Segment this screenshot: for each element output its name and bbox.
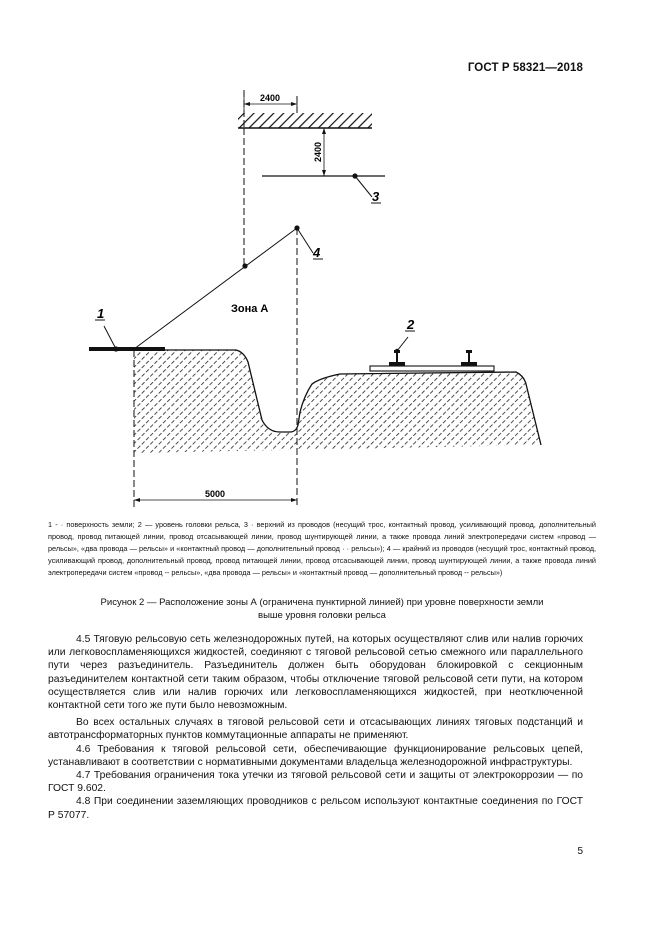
dimension-top (244, 93, 297, 113)
body-text (48, 633, 583, 822)
label-3: 3 (372, 189, 380, 204)
paragraph-4-6: 4.6 Требования к тяговой рельсовой сети, обеспечивающие функционирование рельсовых цепей, устанавливают в соответствии с нормативными документами владельца железнодорожной инфраструктуры. (48, 743, 583, 768)
dimension-vertical-label: 2400 (313, 141, 323, 163)
figure-caption-line-2: выше уровня головки рельса (258, 610, 386, 621)
paragraph-4-7: 4.7 Требования ограничения тока утечки из тяговой рельсовой сети и защиты от электрокоррозии — по ГОСТ 9.602. (48, 770, 583, 795)
paragraph-4-5: 4.5 Тяговую рельсовую сеть железнодорожных путей, на которых осуществляют слив или налив горючих или легковоспламеняющихся жидкостей, соединяют с тяговой рельсовой сетью смежного или параллельного пути через разъединитель. Разъединитель должен быть оборудован блокировкой с секционным разъединителем контактной сети таким образом, чтобы отключение тяговой рельсовой сети пути, на котором осуществляется слив или налив горючих или легковоспламеняющихся жидкостей, при неотключенной контактной сети того же пути было невозможным. (48, 634, 583, 712)
railway-track (370, 317, 494, 371)
zone-a-label: Зона А (231, 303, 269, 315)
rail-right (461, 350, 477, 366)
label-4: 4 (313, 245, 321, 260)
upper-wire-line (262, 173, 385, 204)
label-1: 1 (97, 306, 105, 321)
paragraph-4-8: 4.8 При соединении заземляющих проводников с рельсом используют контактные соединения по ГОСТ Р 57077. (48, 796, 583, 821)
zone-a-slope-line (134, 225, 323, 349)
dimension-bottom-label: 5000 (204, 489, 226, 499)
dimension-top-label: 2400 (259, 93, 281, 103)
figure-caption (48, 596, 596, 622)
dimension-vertical (313, 128, 342, 176)
document-header: ГОСТ Р 58321—2018 (467, 62, 583, 74)
figure-legend-text: 1 - · поверхность земли; 2 — уровень головки рельса, 3 · верхний из проводов (несущий трос, контактный провод, усиливающий провод, дополнительный провод, провод питающей линии, провод отсасывающей линии, провод шунтирующей линии, а также провода линий электропередачи систем «провод — рельсы», «два провода — рельсы» и «контактный провод — дополнительный провод · · рельсы»); 4 — крайний из проводов (несущий трос, контактный провод, усиливающий провод, дополнительный провод, провод питающей линии, провод отсасывающей линии, провод шунтирующей линии, а также провода линий электропередачи систем «провод -- рельсы», «два провода — рельсы» и «контактный провод — дополнительный провод -- рельсы») (48, 520, 596, 577)
label-2: 2 (407, 317, 415, 332)
paragraph-other-cases: Во всех остальных случаях в тяговой рельсовой сети и отсасывающих линиях тяговых подстанций и автотрансформаторных пунктов коммутационные аппараты не применяют. (48, 717, 583, 742)
page-number: 5 (577, 846, 583, 857)
figure-legend (48, 519, 596, 579)
ground-surface-marker (89, 306, 165, 352)
ceiling-structure (238, 113, 372, 128)
dimension-bottom (134, 489, 297, 502)
figure-caption-line-1: Рисунок 2 — Расположение зоны А (ограничена пунктирной линией) при уровне поверхности земли (100, 597, 544, 608)
